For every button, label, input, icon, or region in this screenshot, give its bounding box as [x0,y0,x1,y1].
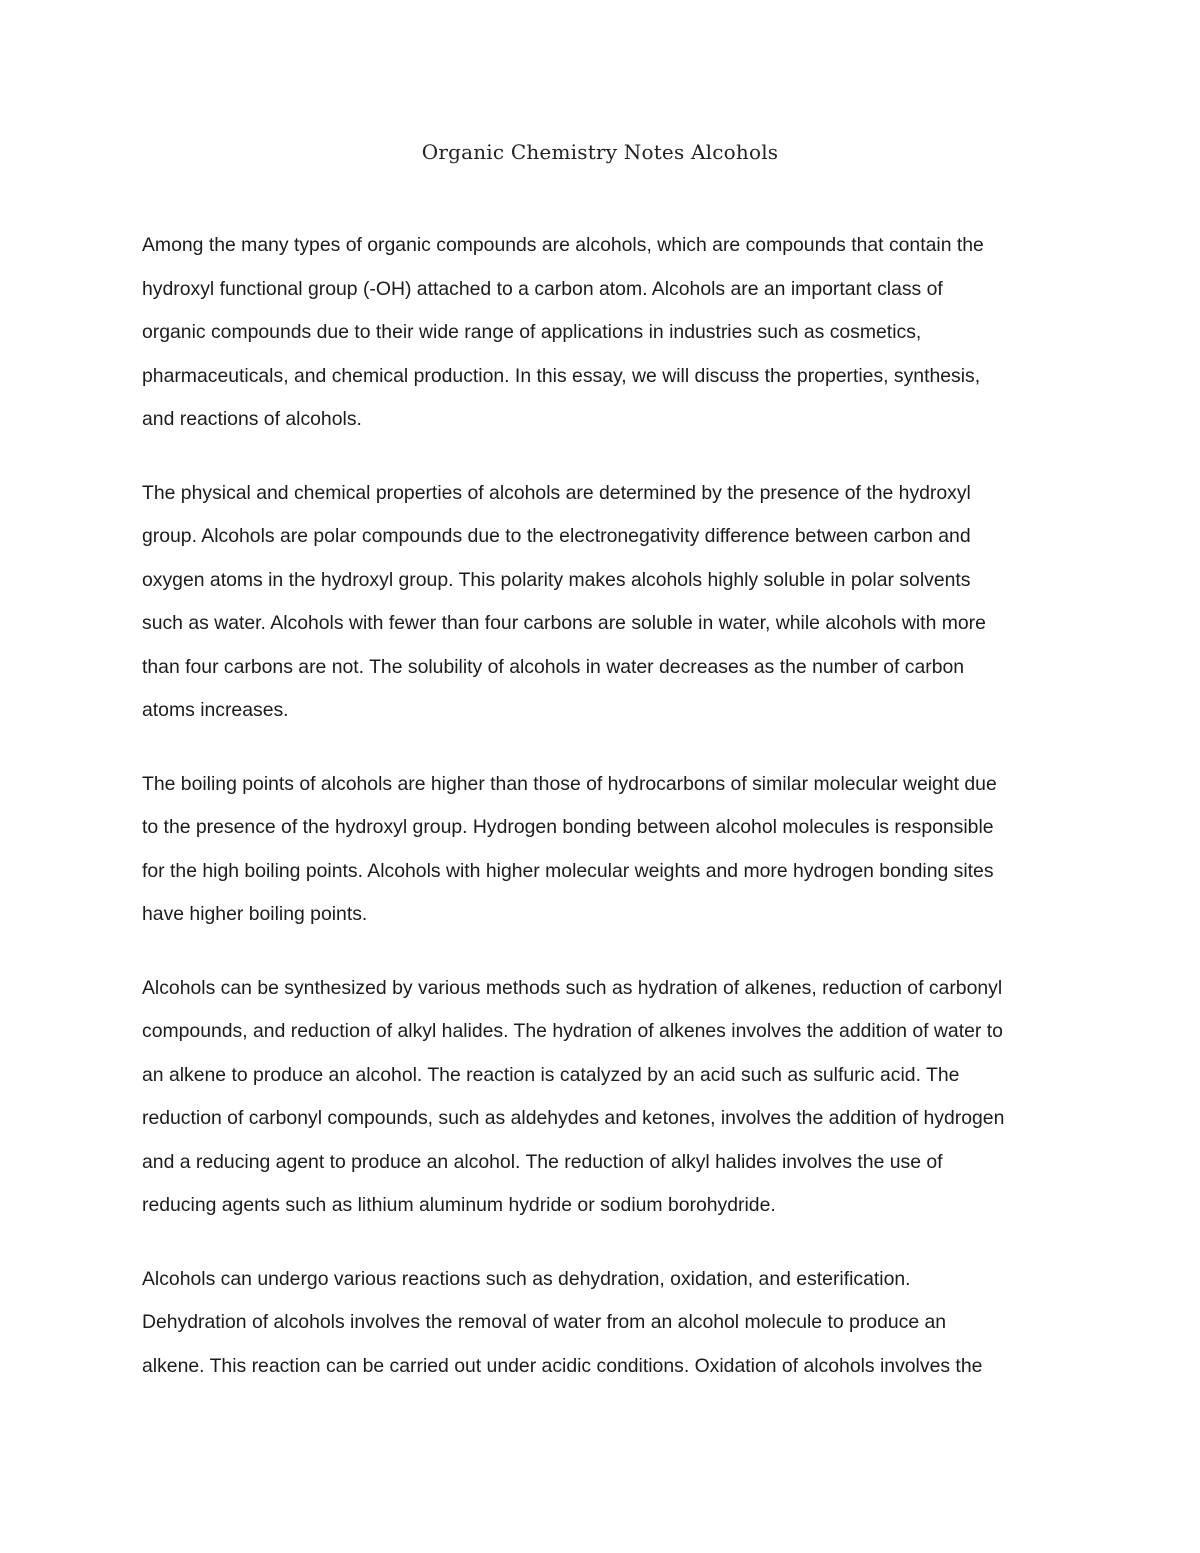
text-line: group. Alcohols are polar compounds due to the electronegativity difference between carbon and [142,525,971,547]
paragraph-reactions [142,1258,1062,1389]
text-line: Dehydration of alcohols involves the removal of water from an alcohol molecule to produce an [142,1311,947,1333]
text-line: to the presence of the hydroxyl group. Hydrogen bonding between alcohol molecules is responsible [142,816,994,838]
text-line: have higher boiling points. [142,903,368,925]
paragraph-synthesis [142,967,1062,1228]
paragraph-properties [142,472,1062,733]
text-line: The boiling points of alcohols are higher than those of hydrocarbons of similar molecular weight due [142,772,997,795]
text-line: such as water. Alcohols with fewer than four carbons are soluble in water, while alcohols with more [142,612,986,634]
text-line: and reactions of alcohols. [142,408,362,430]
text-line: reduction of carbonyl compounds, such as aldehydes and ketones, involves the addition of hydrogen [142,1107,1005,1129]
text-line: for the high boiling points. Alcohols with higher molecular weights and more hydrogen bonding sites [142,859,994,882]
text-line: atoms increases. [142,699,289,721]
paragraph-introduction [142,224,1062,442]
text-line: compounds, and reduction of alkyl halides. The hydration of alkenes involves the addition of water to [142,1020,1003,1042]
text-line: pharmaceuticals, and chemical production. In this essay, we will discuss the properties, synthesis, [142,364,981,387]
text-line: an alkene to produce an alcohol. The reaction is catalyzed by an acid such as sulfuric acid. The [142,1063,960,1086]
text-line: Alcohols can be synthesized by various methods such as hydration of alkenes, reduction of carbonyl [142,976,1003,999]
text-line: hydroxyl functional group (-OH) attached to a carbon atom. Alcohols are an important class of [142,277,943,300]
text-line: organic compounds due to their wide range of applications in industries such as cosmetics, [142,321,922,343]
text-line: Among the many types of organic compounds are alcohols, which are compounds that contain the [142,234,984,256]
document-body [142,224,1062,1418]
text-line: and a reducing agent to produce an alcohol. The reduction of alkyl halides involves the use of [142,1150,943,1173]
text-line: alkene. This reaction can be carried out under acidic conditions. Oxidation of alcohols involves the [142,1354,983,1377]
document-title: Organic Chemistry Notes Alcohols [421,140,779,164]
text-line: oxygen atoms in the hydroxyl group. This polarity makes alcohols highly soluble in polar solvents [142,568,971,591]
text-line: Alcohols can undergo various reactions such as dehydration, oxidation, and esterification. [142,1267,911,1290]
paragraph-boiling-points [142,763,1062,937]
text-line: reducing agents such as lithium aluminum hydride or sodium borohydride. [142,1194,776,1216]
text-line: The physical and chemical properties of alcohols are determined by the presence of the hydroxyl [142,481,971,504]
text-line: than four carbons are not. The solubility of alcohols in water decreases as the number of carbon [142,655,965,678]
